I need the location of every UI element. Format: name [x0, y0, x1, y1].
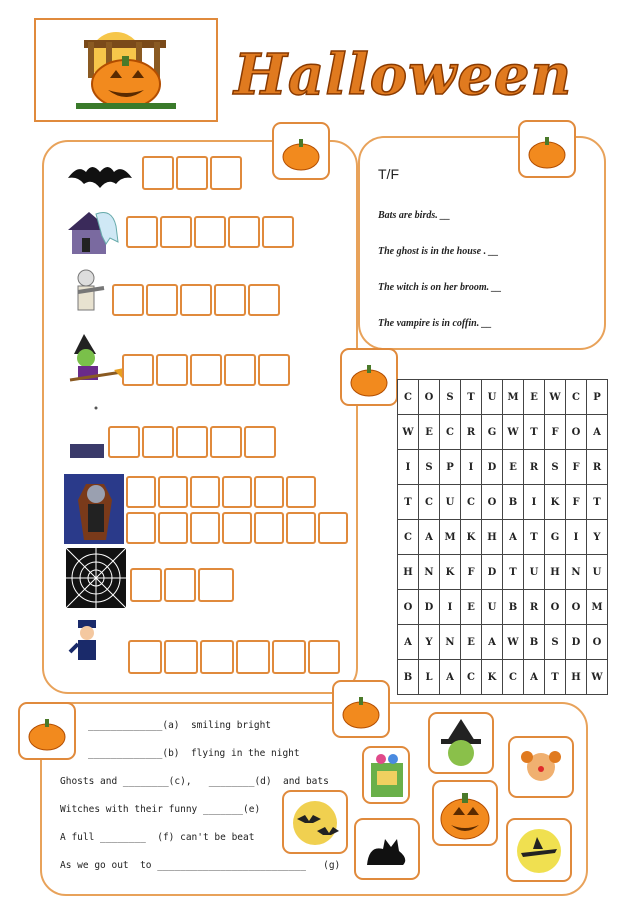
grid-cell[interactable]: N: [566, 555, 587, 590]
grid-cell[interactable]: M: [440, 520, 461, 555]
pumpkin-icon: [23, 707, 71, 755]
grid-cell[interactable]: R: [524, 590, 545, 625]
grid-cell[interactable]: M: [587, 590, 608, 625]
letter-box[interactable]: [190, 354, 222, 386]
grid-cell[interactable]: I: [524, 485, 545, 520]
grid-cell[interactable]: C: [440, 415, 461, 450]
witch-face-icon: [433, 717, 489, 771]
pumpkin-tile: [340, 348, 398, 406]
grid-cell[interactable]: U: [440, 485, 461, 520]
letter-box[interactable]: [142, 426, 174, 458]
letter-box[interactable]: [126, 216, 158, 248]
word-search-grid: [397, 379, 608, 695]
grid-cell[interactable]: A: [524, 660, 545, 695]
poem-line: A full ________ (f) can't be beat: [60, 832, 255, 843]
grid-cell[interactable]: P: [440, 450, 461, 485]
trick-or-treat-bag-icon: [367, 751, 407, 799]
grid-cell[interactable]: T: [461, 380, 482, 415]
grid-cell[interactable]: I: [398, 450, 419, 485]
grid-cell[interactable]: H: [566, 660, 587, 695]
grid-cell[interactable]: F: [566, 450, 587, 485]
grid-row: [398, 625, 608, 660]
grid-cell[interactable]: T: [524, 415, 545, 450]
letter-box[interactable]: [228, 216, 260, 248]
grid-cell[interactable]: F: [461, 555, 482, 590]
picture-tile: [506, 818, 572, 882]
grid-cell[interactable]: O: [587, 625, 608, 660]
grid-cell[interactable]: C: [503, 660, 524, 695]
grid-cell[interactable]: S: [419, 450, 440, 485]
pumpkin-tile: [272, 122, 330, 180]
letter-box[interactable]: [130, 568, 162, 602]
grid-cell[interactable]: K: [440, 555, 461, 590]
poem-line: Ghosts and ________(c), ________(d) and bats: [60, 776, 329, 787]
grid-cell[interactable]: O: [419, 380, 440, 415]
grid-cell[interactable]: W: [545, 380, 566, 415]
grid-cell[interactable]: A: [587, 415, 608, 450]
grid-cell[interactable]: R: [587, 450, 608, 485]
tf-statement: Bats are birds. __: [378, 210, 451, 221]
grid-cell[interactable]: F: [545, 415, 566, 450]
pumpkin-tile: [518, 120, 576, 178]
grid-cell[interactable]: W: [587, 660, 608, 695]
letter-box[interactable]: [262, 216, 294, 248]
grid-cell[interactable]: P: [587, 380, 608, 415]
grid-cell[interactable]: K: [482, 660, 503, 695]
grid-cell[interactable]: M: [503, 380, 524, 415]
jack-o-lantern-icon: [437, 785, 493, 843]
grid-row: [398, 660, 608, 695]
letter-box[interactable]: [210, 156, 242, 190]
letter-box[interactable]: [224, 354, 256, 386]
tf-statement: The witch is on her broom. __: [378, 282, 502, 293]
grid-cell[interactable]: H: [545, 555, 566, 590]
grid-cell[interactable]: W: [503, 625, 524, 660]
letter-box[interactable]: [126, 476, 156, 508]
letter-box[interactable]: [254, 512, 284, 544]
pumpkin-icon: [337, 685, 385, 733]
picture-tile: [508, 736, 574, 798]
poem-line: _____________(b) flying in the night: [88, 748, 300, 759]
letter-box[interactable]: [222, 476, 252, 508]
grid-row: [398, 555, 608, 590]
grid-cell[interactable]: F: [566, 485, 587, 520]
letter-box[interactable]: [176, 156, 208, 190]
grid-cell[interactable]: E: [461, 625, 482, 660]
grid-cell[interactable]: D: [566, 625, 587, 660]
grid-cell[interactable]: B: [524, 625, 545, 660]
grid-cell[interactable]: L: [419, 660, 440, 695]
grid-cell[interactable]: D: [482, 450, 503, 485]
grid-cell[interactable]: O: [482, 485, 503, 520]
grid-cell[interactable]: B: [398, 660, 419, 695]
grid-row: [398, 520, 608, 555]
letter-box[interactable]: [190, 512, 220, 544]
picture-tile: [428, 712, 494, 774]
letter-box[interactable]: [180, 284, 212, 316]
grid-row: [398, 485, 608, 520]
letter-box[interactable]: [248, 284, 280, 316]
grid-row: [398, 450, 608, 485]
letter-box[interactable]: [236, 640, 270, 674]
witch-on-moon-icon: [511, 823, 567, 879]
picture-tile: [432, 780, 498, 846]
picture-tile: [282, 790, 348, 854]
grid-cell[interactable]: W: [398, 415, 419, 450]
poem-line: _____________(a) smiling bright: [88, 720, 272, 731]
poem-line: Witches with their funny _______(e): [60, 804, 261, 815]
grid-cell[interactable]: K: [461, 520, 482, 555]
letter-box[interactable]: [200, 640, 234, 674]
letter-box[interactable]: [128, 640, 162, 674]
ghost-house-icon: [66, 208, 122, 258]
clown-icon: [513, 741, 569, 795]
letter-box[interactable]: [156, 354, 188, 386]
letter-box[interactable]: [210, 426, 242, 458]
grid-cell[interactable]: O: [398, 590, 419, 625]
grid-cell[interactable]: A: [419, 520, 440, 555]
bat-icon: [66, 158, 134, 194]
letter-box[interactable]: [214, 284, 246, 316]
grid-cell[interactable]: C: [566, 380, 587, 415]
grid-cell[interactable]: U: [482, 380, 503, 415]
grid-cell[interactable]: T: [524, 520, 545, 555]
grid-cell[interactable]: B: [503, 485, 524, 520]
letter-box[interactable]: [198, 568, 234, 602]
policeman-icon: [68, 618, 108, 668]
letter-box[interactable]: [194, 216, 226, 248]
grid-cell[interactable]: H: [398, 555, 419, 590]
pumpkin-icon: [277, 127, 325, 175]
grid-row: [398, 380, 608, 415]
vampire-coffin-icon: [64, 474, 124, 544]
grid-cell[interactable]: K: [545, 485, 566, 520]
grid-row: [398, 415, 608, 450]
moon-icon: [66, 400, 108, 462]
letter-box[interactable]: [108, 426, 140, 458]
letter-box[interactable]: [222, 512, 252, 544]
letter-box[interactable]: [112, 284, 144, 316]
grid-cell[interactable]: C: [461, 485, 482, 520]
grid-cell[interactable]: U: [524, 555, 545, 590]
grid-cell[interactable]: S: [440, 380, 461, 415]
pumpkin-tile: [332, 680, 390, 738]
letter-box[interactable]: [308, 640, 340, 674]
black-cat-icon: [359, 823, 415, 877]
grid-cell[interactable]: A: [398, 625, 419, 660]
grid-cell[interactable]: B: [503, 590, 524, 625]
grid-cell[interactable]: A: [482, 625, 503, 660]
grid-cell[interactable]: O: [566, 415, 587, 450]
grid-cell[interactable]: E: [503, 450, 524, 485]
letter-box[interactable]: [122, 354, 154, 386]
letter-box[interactable]: [142, 156, 174, 190]
tf-statement: The ghost is in the house . __: [378, 246, 499, 257]
letter-box[interactable]: [254, 476, 284, 508]
grid-cell[interactable]: D: [419, 590, 440, 625]
letter-box[interactable]: [258, 354, 290, 386]
letter-box[interactable]: [286, 476, 316, 508]
letter-box[interactable]: [146, 284, 178, 316]
letter-box[interactable]: [160, 216, 192, 248]
letter-box[interactable]: [158, 512, 188, 544]
pumpkin-icon: [523, 125, 571, 173]
grid-cell[interactable]: A: [503, 520, 524, 555]
grid-cell[interactable]: T: [545, 660, 566, 695]
grid-cell[interactable]: I: [566, 520, 587, 555]
letter-box[interactable]: [126, 512, 156, 544]
letter-box[interactable]: [286, 512, 316, 544]
grid-cell[interactable]: T: [587, 485, 608, 520]
letter-box[interactable]: [164, 640, 198, 674]
grid-cell[interactable]: I: [461, 450, 482, 485]
bats-moon-icon: [287, 795, 343, 851]
grid-cell[interactable]: E: [524, 380, 545, 415]
tf-statement: The vampire is in coffin. __: [378, 318, 492, 329]
witch-icon: [66, 332, 124, 386]
grid-cell[interactable]: C: [461, 660, 482, 695]
grid-cell[interactable]: T: [398, 485, 419, 520]
mummy-icon: [68, 268, 108, 314]
letter-box[interactable]: [190, 476, 220, 508]
letter-box[interactable]: [158, 476, 188, 508]
grid-cell[interactable]: G: [545, 520, 566, 555]
grid-cell[interactable]: Y: [587, 520, 608, 555]
tf-heading: T/F: [378, 166, 399, 182]
grid-cell[interactable]: W: [503, 415, 524, 450]
grid-cell[interactable]: D: [482, 555, 503, 590]
grid-cell[interactable]: G: [482, 415, 503, 450]
spiderweb-icon: [66, 548, 126, 608]
pumpkin-tile: [18, 702, 76, 760]
grid-row: [398, 590, 608, 625]
grid-cell[interactable]: Y: [419, 625, 440, 660]
poem-line: As we go out to __________________________ (g): [60, 860, 341, 871]
grid-cell[interactable]: C: [398, 380, 419, 415]
letter-box[interactable]: [244, 426, 276, 458]
letter-box[interactable]: [318, 512, 348, 544]
grid-cell[interactable]: C: [398, 520, 419, 555]
letter-box[interactable]: [272, 640, 306, 674]
grid-cell[interactable]: H: [482, 520, 503, 555]
grid-cell[interactable]: U: [482, 590, 503, 625]
page-title: Halloween: [234, 42, 573, 108]
grid-cell[interactable]: O: [545, 590, 566, 625]
grid-cell[interactable]: I: [440, 590, 461, 625]
grid-cell[interactable]: N: [419, 555, 440, 590]
pumpkin-fence-icon: [36, 20, 216, 120]
grid-cell[interactable]: N: [440, 625, 461, 660]
grid-cell[interactable]: S: [545, 450, 566, 485]
picture-tile: [362, 746, 410, 804]
grid-cell[interactable]: A: [440, 660, 461, 695]
letter-box[interactable]: [176, 426, 208, 458]
grid-cell[interactable]: O: [566, 590, 587, 625]
picture-tile: [354, 818, 420, 880]
grid-cell[interactable]: E: [419, 415, 440, 450]
grid-cell[interactable]: R: [524, 450, 545, 485]
letter-box[interactable]: [164, 568, 196, 602]
pumpkin-icon: [345, 353, 393, 401]
grid-cell[interactable]: E: [461, 590, 482, 625]
grid-cell[interactable]: R: [461, 415, 482, 450]
header-image-frame: [34, 18, 218, 122]
grid-cell[interactable]: U: [587, 555, 608, 590]
grid-cell[interactable]: C: [419, 485, 440, 520]
grid-cell[interactable]: T: [503, 555, 524, 590]
grid-cell[interactable]: S: [545, 625, 566, 660]
